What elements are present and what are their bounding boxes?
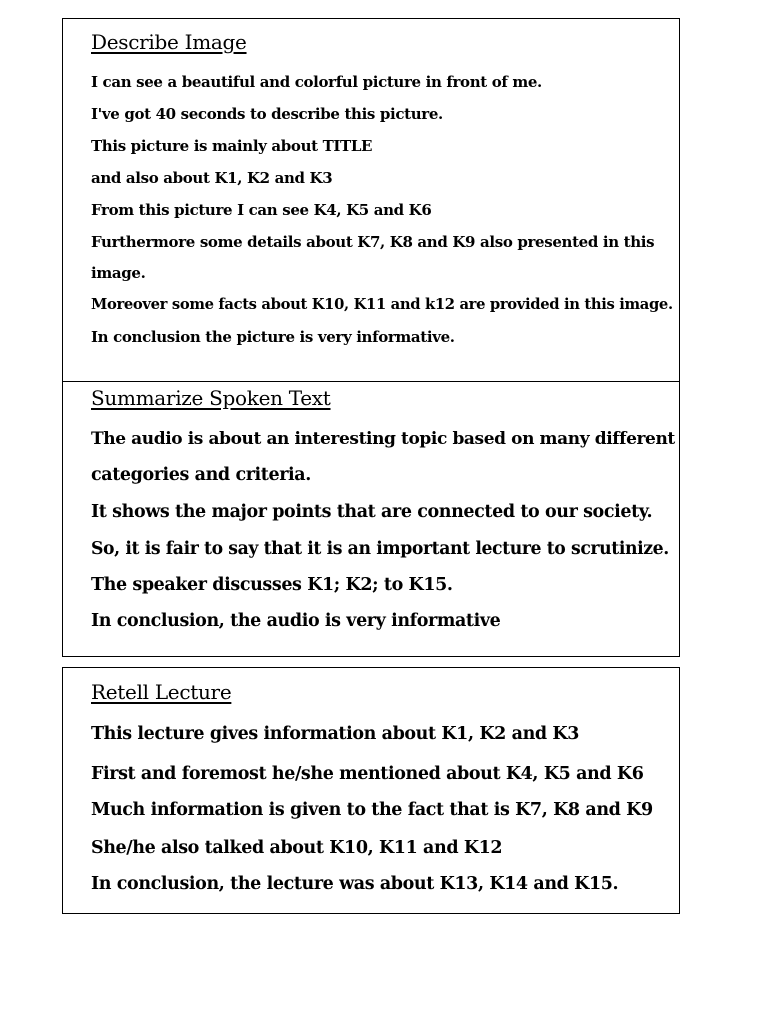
template-line: Much information is given to the fact that is K7, K8 and K9 — [91, 800, 653, 820]
template-line: In conclusion the picture is very informative. — [91, 328, 455, 346]
template-line: First and foremost he/she mentioned about K4, K5 and K6 — [91, 764, 644, 784]
template-line: It shows the major points that are connected to our society. — [91, 502, 653, 522]
template-line: and also about K1, K2 and K3 — [91, 169, 333, 187]
template-line: In conclusion, the lecture was about K13, K14 and K15. — [91, 874, 619, 894]
retell-lecture-section — [62, 667, 680, 914]
template-line: Moreover some facts about K10, K11 and k12 are provided in this image. — [91, 296, 673, 313]
section-heading: Retell Lecture — [91, 680, 232, 704]
template-line: This picture is mainly about TITLE — [91, 137, 373, 155]
describe-image-section — [62, 18, 680, 382]
template-line: From this picture I can see K4, K5 and K6 — [91, 201, 432, 219]
template-line: She/he also talked about K10, K11 and K12 — [91, 838, 503, 858]
section-heading: Describe Image — [91, 30, 247, 54]
template-line: The speaker discusses K1; K2; to K15. — [91, 575, 453, 595]
template-line: Furthermore some details about K7, K8 and K9 also presented in this — [91, 233, 655, 251]
template-line: In conclusion, the audio is very informative — [91, 611, 501, 631]
template-line: I can see a beautiful and colorful picture in front of me. — [91, 73, 542, 91]
template-line: categories and criteria. — [91, 465, 311, 485]
summarize-spoken-text-section — [62, 381, 680, 657]
section-heading: Summarize Spoken Text — [91, 386, 331, 410]
template-line: This lecture gives information about K1, K2 and K3 — [91, 724, 580, 744]
template-line: image. — [91, 264, 146, 282]
template-line: So, it is fair to say that it is an important lecture to scrutinize. — [91, 539, 669, 559]
template-line: I've got 40 seconds to describe this picture. — [91, 105, 443, 123]
template-line: The audio is about an interesting topic based on many different — [91, 429, 675, 449]
